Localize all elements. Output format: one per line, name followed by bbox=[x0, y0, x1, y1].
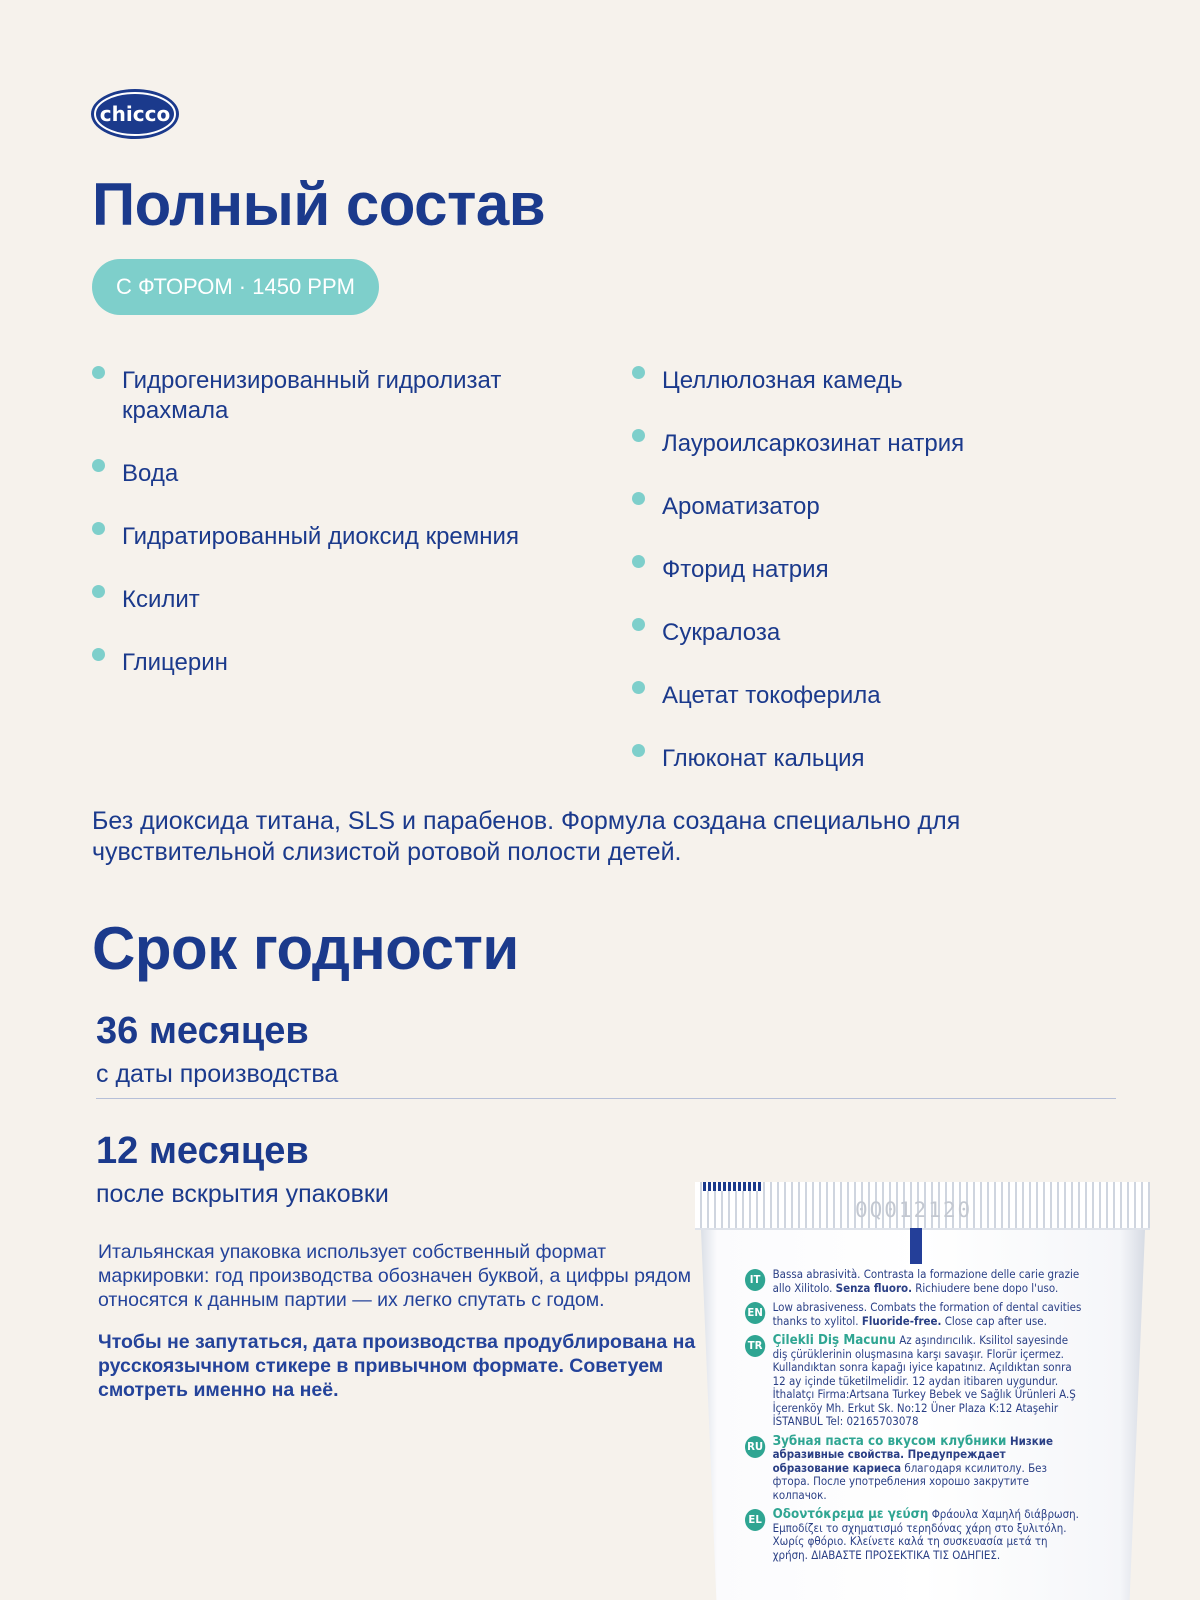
tube-section-el: EL Οδοντόκρεμα με γεύση Φράουλα Χαμηλή διάβρωση. Εμποδίζει το σχηματισμό τερηδόνας χάρη στο ξυλιτόλη. Χωρίς φθόριο. Κλείνετε καλά τη συσκευασία μετά τη χρήση. ΔΙΑΒΑΣΤΕ ΠΡΟΣΕΚΤΙΚΑ ΤΙΣ ΟΔΗΓΙΕΣ. bbox=[745, 1508, 1082, 1562]
ingredient-item: Гидрогенизированный гидролизат крахмала bbox=[92, 366, 572, 426]
tube-blue-bar bbox=[910, 1228, 922, 1264]
divider bbox=[96, 1098, 1116, 1099]
tube-label-text bbox=[745, 1268, 1082, 1568]
ingredients-left-list bbox=[92, 366, 572, 711]
composition-title: Полный состав bbox=[92, 171, 546, 238]
bullet-dot bbox=[632, 681, 645, 694]
lang-code-badge: RU bbox=[745, 1436, 765, 1458]
term-label: с даты производства bbox=[96, 1060, 339, 1088]
bullet-dot bbox=[632, 366, 645, 379]
ingredient-item: Сукралоза bbox=[632, 618, 1112, 648]
bullet-dot bbox=[92, 366, 105, 379]
tube-section-en: EN Low abrasiveness. Combats the formation of dental cavities thanks to xylitol. Fluoride-free. Close cap after use. bbox=[745, 1301, 1082, 1328]
term-value: 12 месяцев bbox=[96, 1130, 309, 1172]
term-label: после вскрытия упаковки bbox=[96, 1180, 389, 1208]
lang-code-badge: IT bbox=[745, 1269, 765, 1291]
lang-code-badge: EN bbox=[745, 1302, 765, 1324]
bullet-dot bbox=[632, 744, 645, 757]
ingredient-item: Целлюлозная камедь bbox=[632, 366, 1112, 396]
sticker-advice: Чтобы не запутаться, дата производства продублирована на русскоязычном стикере в привычном формате. Советуем смотреть именно на неё. bbox=[98, 1331, 696, 1401]
term-value: 36 месяцев bbox=[96, 1010, 309, 1052]
bullet-dot bbox=[92, 522, 105, 535]
logo-text: chicco bbox=[99, 102, 171, 126]
fluoride-badge: С ФТОРОМ · 1450 PPM bbox=[92, 259, 379, 315]
chicco-logo bbox=[90, 88, 180, 140]
lang-code-badge: EL bbox=[745, 1509, 765, 1531]
bullet-dot bbox=[632, 429, 645, 442]
ingredient-item: Глюконат кальция bbox=[632, 744, 1112, 774]
toothpaste-tube-image bbox=[695, 1182, 1150, 1600]
tube-section-it: IT Bassa abrasività. Contrasta la formazione delle carie grazie allo Xilitolo. Senza fluoro. Richiudere bene dopo l'uso. bbox=[745, 1268, 1082, 1295]
bullet-dot bbox=[92, 459, 105, 472]
bullet-dot bbox=[632, 492, 645, 505]
ingredients-right-list bbox=[632, 366, 1112, 807]
ingredient-item: Гидратированный диоксид кремния bbox=[92, 522, 572, 552]
tube-section-ru: RU Зубная паста со вкусом клубники Низкие абразивные свойства. Предупреждает образование кариеса благодаря ксилитолу. Без фтора. После употребления хорошо закрутите колпачок. bbox=[745, 1435, 1082, 1503]
ingredient-item: Ацетат токоферила bbox=[632, 681, 1112, 711]
bullet-dot bbox=[92, 648, 105, 661]
tube-section-tr: TR Çilekli Diş Macunu Az aşındırıcılık. Ksilitol sayesinde diş çürüklerinin oluşmasına karşı savaşır. Florür içermez. Kullandıktan sonra kapağı iyice kapatınız. Açıldıktan sonra 12 ay içinde tüketilmelidir. 12 aydan itibaren uygundur. İthalatçı Firma:Artsana Turkey Bebek ve Sağlık Ürünleri A.Ş İçerenköy Mh. Erkut Sk. No:12 Üner Plaza K:12 Ataşehir İSTANBUL Tel: 02165703078 bbox=[745, 1334, 1082, 1429]
ingredient-item: Лауроилсаркозинат натрия bbox=[632, 429, 1112, 459]
ingredient-item: Вода bbox=[92, 459, 572, 489]
bullet-dot bbox=[92, 585, 105, 598]
ingredient-item: Фторид натрия bbox=[632, 555, 1112, 585]
lang-code-badge: TR bbox=[745, 1335, 765, 1357]
ingredient-item: Ароматизатор bbox=[632, 492, 1112, 522]
crimp-mark bbox=[703, 1182, 763, 1191]
composition-note: Без диоксида титана, SLS и парабенов. Формула создана специально для чувствительной слизистой ротовой полости детей. bbox=[92, 807, 961, 866]
bullet-dot bbox=[632, 618, 645, 631]
batch-code: 0Q012120 bbox=[855, 1198, 973, 1222]
shelf-life-title: Срок годности bbox=[92, 915, 519, 982]
tube-crimp bbox=[695, 1182, 1150, 1230]
ingredient-item: Ксилит bbox=[92, 585, 572, 615]
marking-explanation: Итальянская упаковка использует собственный формат маркировки: год производства обозначен буквой, а цифры рядом относятся к данным партии — их легко спутать с годом. bbox=[98, 1241, 691, 1311]
bullet-dot bbox=[632, 555, 645, 568]
ingredient-item: Глицерин bbox=[92, 648, 572, 678]
